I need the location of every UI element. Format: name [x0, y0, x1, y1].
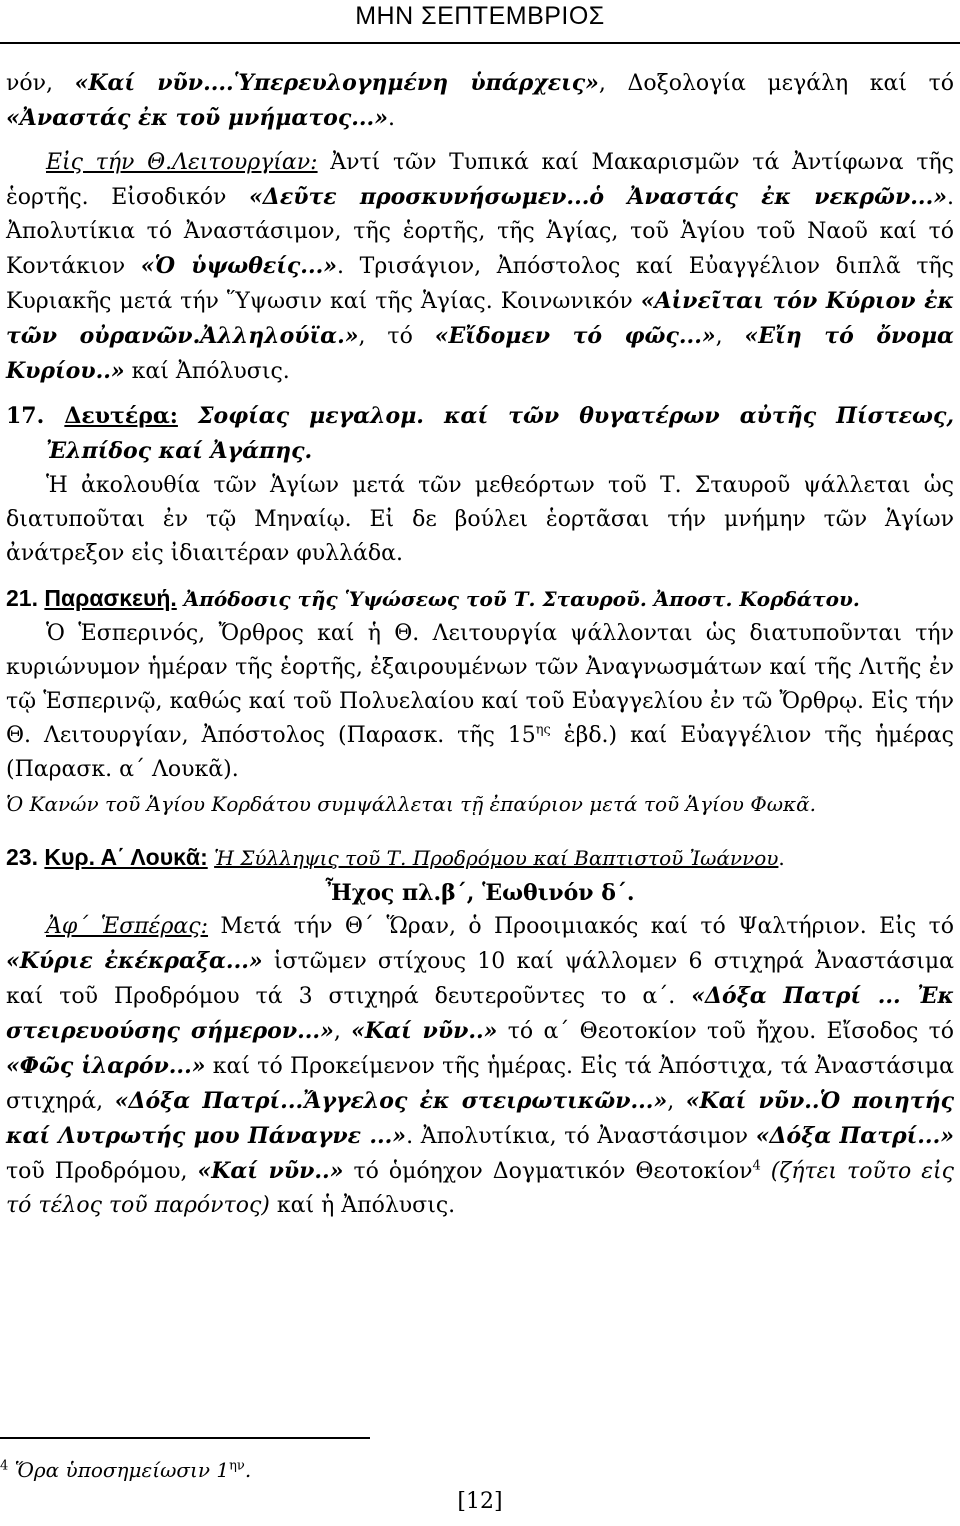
- text: Μετά τήν Θ΄ Ὥραν, ὁ Προοιμιακός καί τό Ψαλτήριον. Εἰς τό: [208, 914, 954, 939]
- text: ,: [333, 1019, 352, 1044]
- text: τό ὁμόηχον Δογματικόν Θεοτοκίον: [343, 1159, 753, 1184]
- text: ,: [715, 324, 745, 349]
- text: ἱστῶμεν στίχους 10 καί ψάλλομεν 6 στιχηρά Ἀναστάσιμα καί τοῦ Προδρόμου τά 3 στιχηρά δευτεροῦντες το α΄.: [6, 949, 954, 1009]
- weekday: Κυρ. Α΄ Λουκᾶ:: [44, 844, 208, 870]
- text: . Ἀπολυτίκια τό Ἀναστάσιμον, τῆς ἑορτῆς, τῆς Ἁγίας, τοῦ Ἁγίου τοῦ Ναοῦ καί τό Κοντάκιον: [6, 185, 954, 279]
- text: καί Ἀπόλυσις.: [124, 359, 290, 384]
- weekday: Παρασκευή.: [44, 585, 177, 611]
- paragraph-vespers: [6, 910, 954, 1223]
- footnote-text: Ὅρα ὑποσημείωσιν 1: [8, 1458, 230, 1482]
- hymn-quote: «Δεῦτε προσκυνήσωμεν...ὁ Ἀναστάς ἐκ νεκρῶν...»: [249, 184, 947, 210]
- weekday: Δευτέρα:: [64, 403, 178, 429]
- footnote-marker[interactable]: 4: [752, 1158, 761, 1174]
- text: .: [778, 846, 785, 870]
- text: ,: [667, 1089, 686, 1114]
- entry-heading-17: [6, 399, 954, 469]
- hymn-quote: «Καί νῦν....Ὑπερευλογημένη ὑπάρχεις»: [74, 70, 599, 96]
- text: νόν,: [6, 71, 75, 96]
- page-header: [0, 0, 960, 44]
- paragraph-21: [6, 617, 954, 787]
- text: , τό: [358, 324, 435, 349]
- hymn-quote: «Εἴη τό ὄνομα Κυρίου..»: [6, 323, 954, 384]
- page-title: ΜΗΝ ΣΕΠΤΕΜΒΡΙΟΣ: [355, 2, 605, 30]
- hymn-quote: «Ἀναστάς ἐκ τοῦ μνήματος...»: [6, 105, 388, 131]
- feast-title: Ἡ Σύλληψις τοῦ Τ. Προδρόμου καί Βαπτιστοῦ Ἰωάννου: [214, 846, 779, 870]
- text: Ἀντί τῶν Τυπικά καί Μακαρισμῶν τά Ἀντίφωνα τῆς ἑορτῆς. Εἰσοδικόν: [6, 150, 954, 210]
- hymn-quote: «Καί νῦν..»: [197, 1158, 344, 1184]
- italic-note: Ὁ Κανών τοῦ Ἁγίου Κορδάτου συμψάλλεται τῇ ἐπαύριον μετά τοῦ Ἁγίου Φωκᾶ.: [6, 792, 817, 816]
- footnote-number: 4: [0, 1458, 9, 1474]
- hymn-quote: «Δόξα Πατρί...Ἄγγελος ἐκ στειρωτικῶν...»: [114, 1088, 668, 1114]
- day-number: 17.: [6, 403, 65, 429]
- hymn-quote: «Καί νῦν..Ὁ ποιητής καί Λυτρωτής μου Πάναγνε ...»: [6, 1088, 954, 1149]
- italic-note: (ζήτει τοῦτο εἰς τό τέλος τοῦ παρόντος): [6, 1159, 955, 1218]
- entry-heading-21: [6, 581, 954, 617]
- page-content: [6, 66, 954, 1223]
- footnote: [0, 1458, 251, 1482]
- hymn-quote: «Εἴδομεν τό φῶς...»: [434, 323, 716, 349]
- text: Ἡ ἀκολουθία τῶν Ἁγίων μετά τῶν μεθεόρτων τοῦ Τ. Σταυροῦ ψάλλεται ὡς διατυποῦται ἐν τῷ Μηναίῳ. Εἰ δε βούλει ἑορτᾶσαι τήν μνήμην τῶν Ἁγίων ἀνάτρεξον εἰς ἰδιαιτέραν φυλλάδα.: [6, 473, 954, 566]
- paragraph-liturgy: [6, 146, 954, 389]
- text: τό α΄ Θεοτοκίον τοῦ ἤχου. Εἴσοδος τό: [497, 1019, 955, 1044]
- text: . Τρισάγιον, Ἀπόστολος καί Εὐαγγέλιον διπλᾶ τῆς Κυριακῆς μετά τήν Ὕψωσιν καί τῆς Ἁγίας. Κοινωνικόν: [6, 254, 954, 314]
- text: τοῦ Προδρόμου,: [6, 1159, 198, 1184]
- text: καί ἡ Ἀπόλυσις.: [269, 1193, 456, 1218]
- entry-heading-23: [6, 840, 954, 876]
- day-number: 23.: [6, 844, 45, 870]
- text: , Δοξολογία μεγάλη καί τό: [598, 71, 955, 96]
- section-label: Ἀφ΄ Ἑσπέρας:: [46, 914, 209, 939]
- text: . Ἀπολυτίκια, τό Ἀναστάσιμον: [406, 1124, 756, 1149]
- feast-title: Σοφίας μεγαλομ. καί τῶν θυγατέρων αὐτῆς Πίστεως, Ἐλπίδος καί Ἀγάπης.: [46, 403, 954, 464]
- hymn-quote: «Ὁ ὑψωθείς...»: [140, 253, 338, 279]
- text: ἑβδ.) καί Εὐαγγέλιον τῆς ἡμέρας (Παρασκ. α΄ Λουκᾶ).: [6, 723, 954, 782]
- text: καί τό Προκείμενον τῆς ἡμέρας. Εἰς τά Ἀπόστιχα, τά Ἀναστάσιμα στιχηρά,: [6, 1054, 954, 1114]
- hymn-quote: «Φῶς ἱλαρόν...»: [6, 1053, 206, 1079]
- tone-heading: [6, 876, 954, 910]
- hymn-quote: «Αἰνεῖται τόν Κύριον ἐκ τῶν οὐρανῶν.Ἀλληλούϊα.»: [6, 288, 955, 349]
- page-number: [12]: [457, 1489, 503, 1514]
- paragraph-continuation: [6, 66, 954, 136]
- section-label: Εἰς τήν Θ.Λειτουργίαν:: [46, 150, 318, 175]
- text: Ὁ Ἑσπερινός, Ὄρθρος καί ἡ Θ. Λειτουργία ψάλλονται ὡς διατυποῦνται τήν κυριώνυμον ἡμέραν τῆς ἑορτῆς, ἐξαιρουμένων τῶν Ἀναγνωσμάτων καί τῆς Λιτῆς ἐν τῷ Ἑσπερινῷ, καθώς καί τοῦ Πολυελαίου καί τοῦ Εὐαγγελίου ἐν τῶ Ὄρθρῳ. Εἰς τήν Θ. Λειτουργίαν, Ἀπόστολος (Παρασκ. τῆς 15: [6, 621, 954, 748]
- hymn-quote: «Καί νῦν..»: [351, 1018, 498, 1044]
- text: .: [387, 106, 395, 131]
- hymn-quote: «Δόξα Πατρί ... Ἐκ στειρευούσης σήμερον...»: [6, 983, 954, 1044]
- ordinal-suffix: ης: [535, 722, 551, 738]
- hymn-quote: «Κύριε ἐκέκραξα...»: [6, 948, 263, 974]
- text: .: [244, 1458, 252, 1482]
- note-kanon: [6, 787, 954, 822]
- tone-text: Ἦχος πλ.β΄, Ἑωθινόν δ΄.: [325, 880, 635, 906]
- hymn-quote: «Δόξα Πατρί...»: [755, 1123, 955, 1149]
- day-number: 21.: [6, 585, 45, 611]
- feast-title: Ἀπόδοσις τῆς Ὑψώσεως τοῦ Τ. Σταυροῦ. Ἀποστ. Κορδάτου.: [176, 587, 860, 611]
- footnote-rule: [0, 1437, 370, 1439]
- ordinal-suffix: ην: [229, 1458, 245, 1474]
- paragraph-17: [6, 469, 954, 571]
- header-rule: [0, 42, 960, 44]
